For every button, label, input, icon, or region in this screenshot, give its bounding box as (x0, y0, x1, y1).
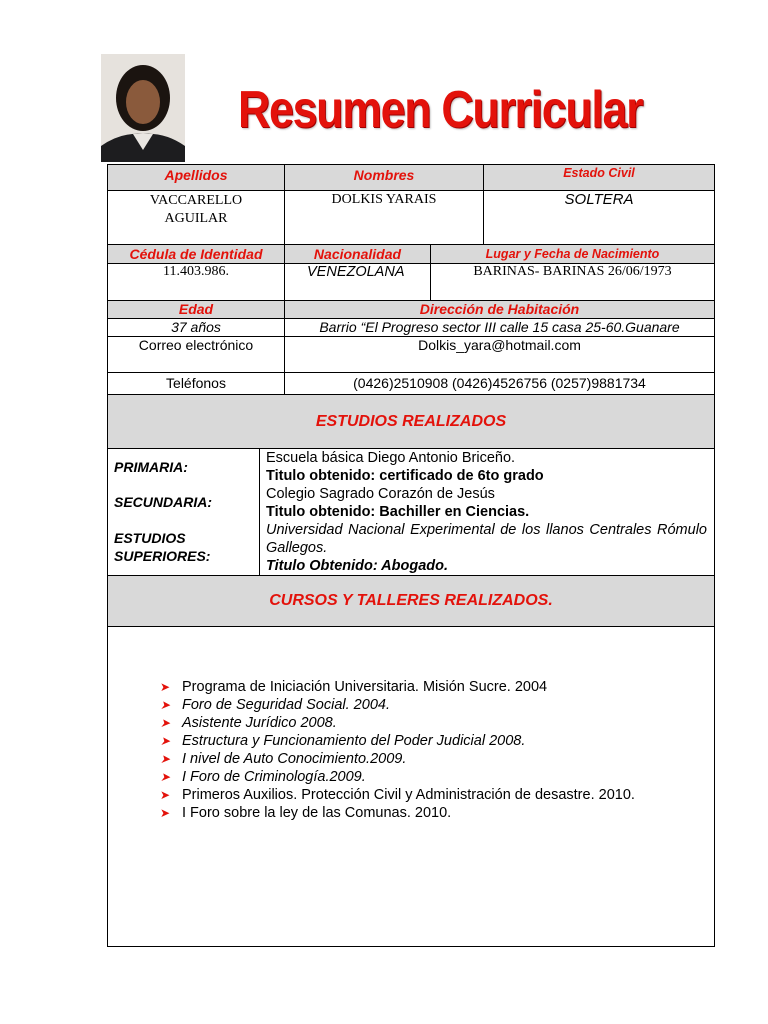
value-correo: Dolkis_yara@hotmail.com (284, 336, 715, 373)
value-nombres: DOLKIS YARAIS (284, 190, 484, 245)
label-correo: Correo electrónico (107, 336, 285, 373)
value-nacionalidad: VENEZOLANA (284, 263, 431, 301)
curso-item: ➤ I Foro sobre la ley de las Comunas. 2010. (160, 805, 452, 821)
value-lugar-fecha: BARINAS- BARINAS 26/06/1973 (430, 263, 715, 301)
curso-item: ➤ Primeros Auxilios. Protección Civil y Administración de desastre. 2010. (160, 787, 635, 803)
arrow-bullet-icon: ➤ (160, 806, 171, 820)
label-primaria: PRIMARIA: (114, 459, 188, 475)
curso-item: ➤ Asistente Jurídico 2008. (160, 715, 337, 731)
header-apellidos: Apellidos (107, 164, 285, 191)
profile-photo (101, 54, 185, 162)
label-superiores (114, 529, 210, 565)
secundaria-school: Colegio Sagrado Corazón de Jesús (266, 486, 495, 502)
estudios-details (259, 448, 715, 576)
superiores-school: Universidad Nacional Experimental de los llanos Centrales Rómulo Gallegos. (266, 522, 707, 556)
secundaria-title: Titulo obtenido: Bachiller en Ciencias. (266, 504, 530, 520)
curso-item: ➤ I Foro de Criminología.2009. (160, 769, 366, 785)
label-superiores-line1: ESTUDIOS (114, 530, 186, 546)
label-secundaria: SECUNDARIA: (114, 494, 212, 510)
arrow-bullet-icon: ➤ (160, 752, 171, 766)
section-estudios-heading: ESTUDIOS REALIZADOS (107, 394, 715, 449)
arrow-bullet-icon: ➤ (160, 680, 171, 694)
header-nombres: Nombres (284, 164, 484, 191)
curso-item: ➤ Estructura y Funcionamiento del Poder Judicial 2008. (160, 733, 526, 749)
arrow-bullet-icon: ➤ (160, 716, 171, 730)
superiores-title: Titulo Obtenido: Abogado. (266, 558, 449, 574)
label-telefonos: Teléfonos (107, 372, 285, 395)
primaria-title: Titulo obtenido: certificado de 6to grado (266, 468, 544, 484)
primaria-school: Escuela básica Diego Antonio Briceño. (266, 450, 516, 466)
header-lugar-fecha: Lugar y Fecha de Nacimiento (430, 244, 715, 264)
value-estado-civil: SOLTERA (483, 190, 715, 245)
curso-item: ➤ I nivel de Auto Conocimiento.2009. (160, 751, 407, 767)
header-estado-civil: Estado Civil (483, 164, 715, 191)
value-edad: 37 años (107, 318, 285, 337)
section-cursos-heading: CURSOS Y TALLERES REALIZADOS. (107, 575, 715, 627)
page-title: Resumen Curricular (238, 81, 643, 139)
header-direccion: Dirección de Habitación (284, 300, 715, 319)
curso-item: ➤ Foro de Seguridad Social. 2004. (160, 697, 390, 713)
estudios-labels (107, 448, 260, 576)
arrow-bullet-icon: ➤ (160, 734, 171, 748)
value-telefonos: (0426)2510908 (0426)4526756 (0257)9881734 (284, 372, 715, 395)
apellido-materno: AGUILAR (164, 211, 228, 226)
value-cedula: 11.403.986. (107, 263, 285, 301)
header-edad: Edad (107, 300, 285, 319)
cursos-body (107, 626, 715, 947)
arrow-bullet-icon: ➤ (160, 770, 171, 784)
value-apellidos (107, 190, 285, 245)
curso-item: ➤ Programa de Iniciación Universitaria. Misión Sucre. 2004 (160, 679, 548, 695)
arrow-bullet-icon: ➤ (160, 788, 171, 802)
apellido-paterno: VACCARELLO (149, 193, 243, 208)
value-direccion: Barrio “El Progreso sector III calle 15 casa 25-60.Guanare (284, 318, 715, 337)
header-cedula: Cédula de Identidad (107, 244, 285, 264)
arrow-bullet-icon: ➤ (160, 698, 171, 712)
cursos-list (160, 678, 635, 822)
header-nacionalidad: Nacionalidad (284, 244, 431, 264)
label-superiores-line2: SUPERIORES: (114, 548, 211, 564)
